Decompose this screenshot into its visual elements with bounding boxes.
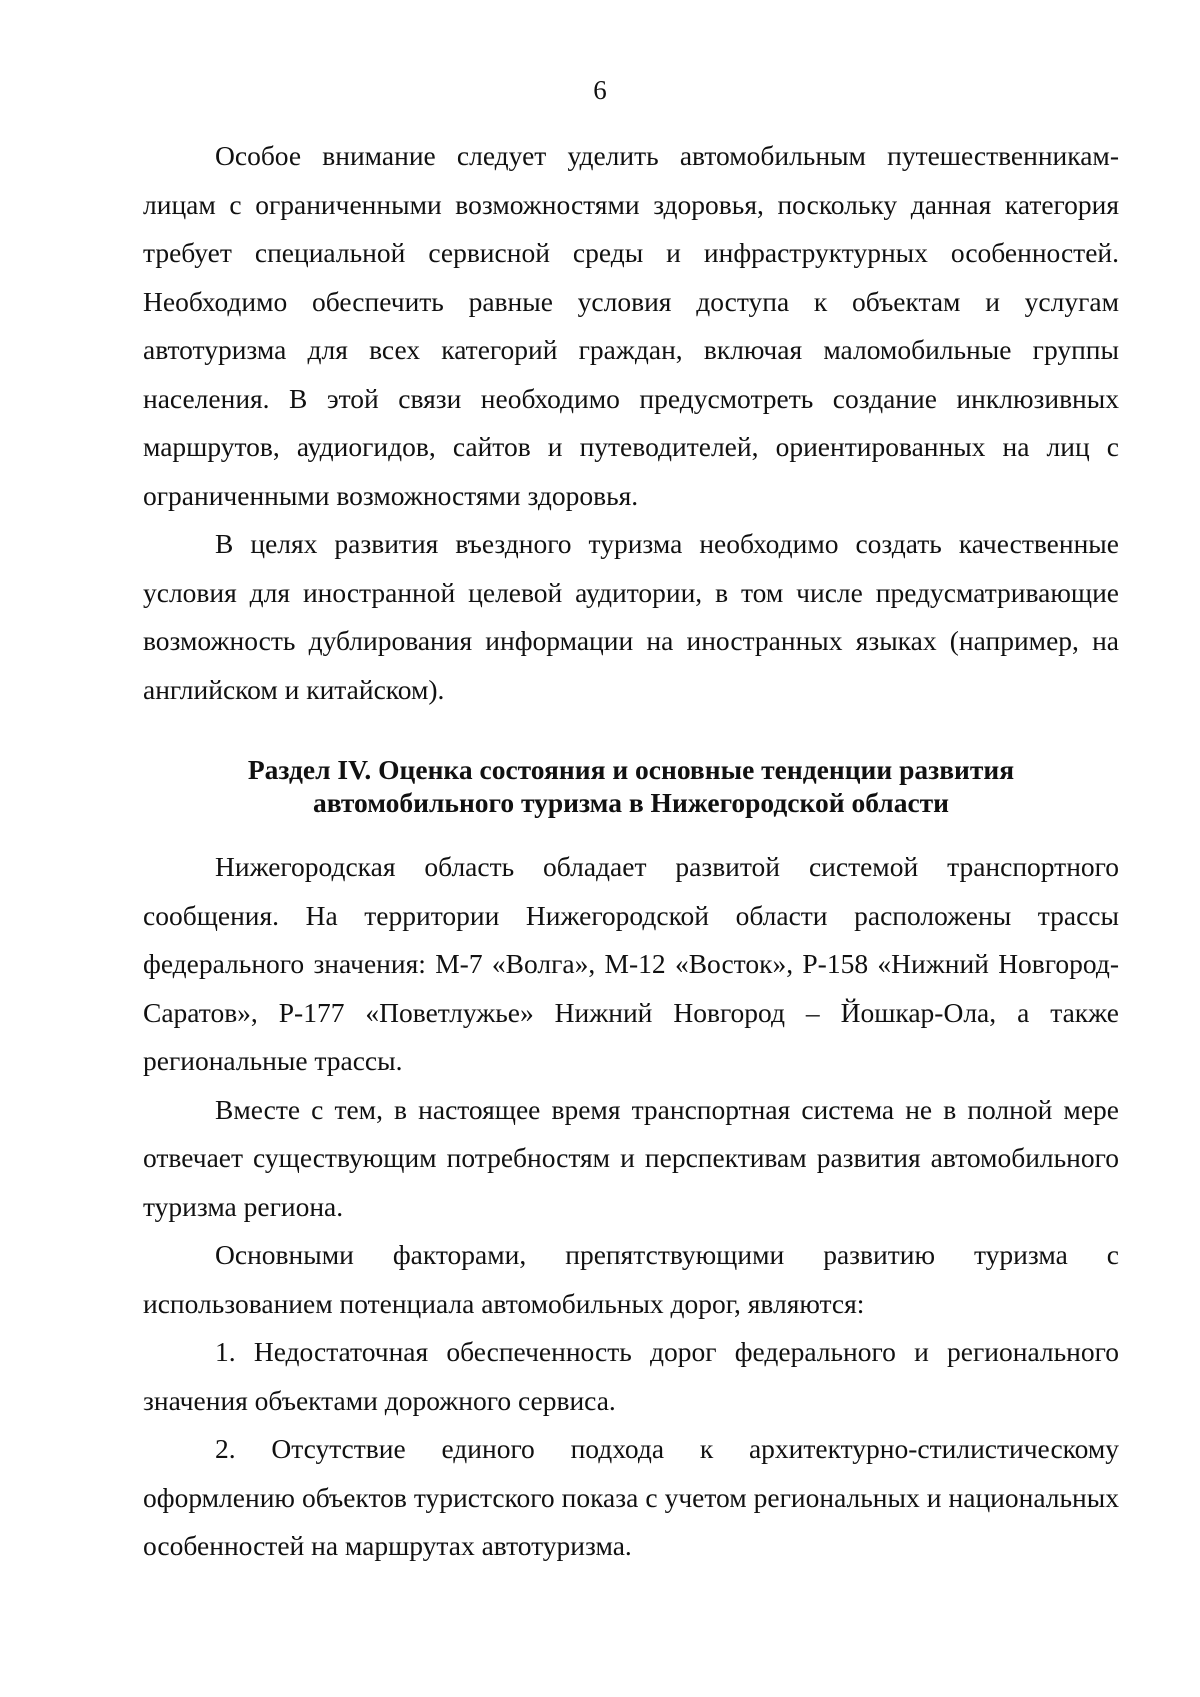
section-heading [143, 753, 1119, 819]
list-item-factor-2: 2. Отсутствие единого подхода к архитектурно-стилистическому оформлению объектов туристского показа с учетом региональных и национальных особенностей на маршрутах автотуризма. [143, 1433, 1119, 1561]
paragraph-accessibility: Особое внимание следует уделить автомобильным путешественникам-лицам с ограниченными возможностями здоровья, поскольку данная категория требует специальной сервисной среды и инфраструктурных особенностей. Необходимо обеспечить равные условия доступа к объектам и услугам автотуризма для всех категорий граждан, включая маломобильные группы населения. В этой связи необходимо предусмотреть создание инклюзивных маршрутов, аудиогидов, сайтов и путеводителей, ориентированных на лиц с ограниченными возможностями здоровья. [143, 140, 1119, 511]
paragraph-inbound-tourism: В целях развития въездного туризма необходимо создать качественные условия для иностранной целевой аудитории, в том числе предусматривающие возможность дублирования информации на иностранных языках (например, на английском и китайском). [143, 528, 1119, 705]
section-heading-line-1: Раздел IV. Оценка состояния и основные тенденции развития [247, 754, 1015, 785]
paragraph-transport-limitations: Вместе с тем, в настоящее время транспортная система не в полной мере отвечает существующим потребностям и перспективам развития автомобильного туризма региона. [143, 1093, 1119, 1222]
paragraph-transport-system: Нижегородская область обладает развитой системой транспортного сообщения. На территории Нижегородской области расположены трассы федерального значения: М-7 «Волга», М-12 «Восток», Р-158 «Нижний Новгород-Саратов», Р-177 «Поветлужье» Нижний Новгород – Йошкар-Ола, а также региональные трассы. [143, 851, 1119, 1076]
paragraph-factors-intro: Основными факторами, препятствующими развитию туризма с использованием потенциала автомобильных дорог, являются: [143, 1239, 1119, 1319]
document-body [143, 132, 1119, 1571]
section-heading-line-2: автомобильного туризма в Нижегородской области [312, 787, 950, 818]
list-item-factor-1: 1. Недостаточная обеспеченность дорог федерального и регионального значения объектами дорожного сервиса. [143, 1336, 1119, 1416]
page-number: 6 [593, 75, 607, 105]
